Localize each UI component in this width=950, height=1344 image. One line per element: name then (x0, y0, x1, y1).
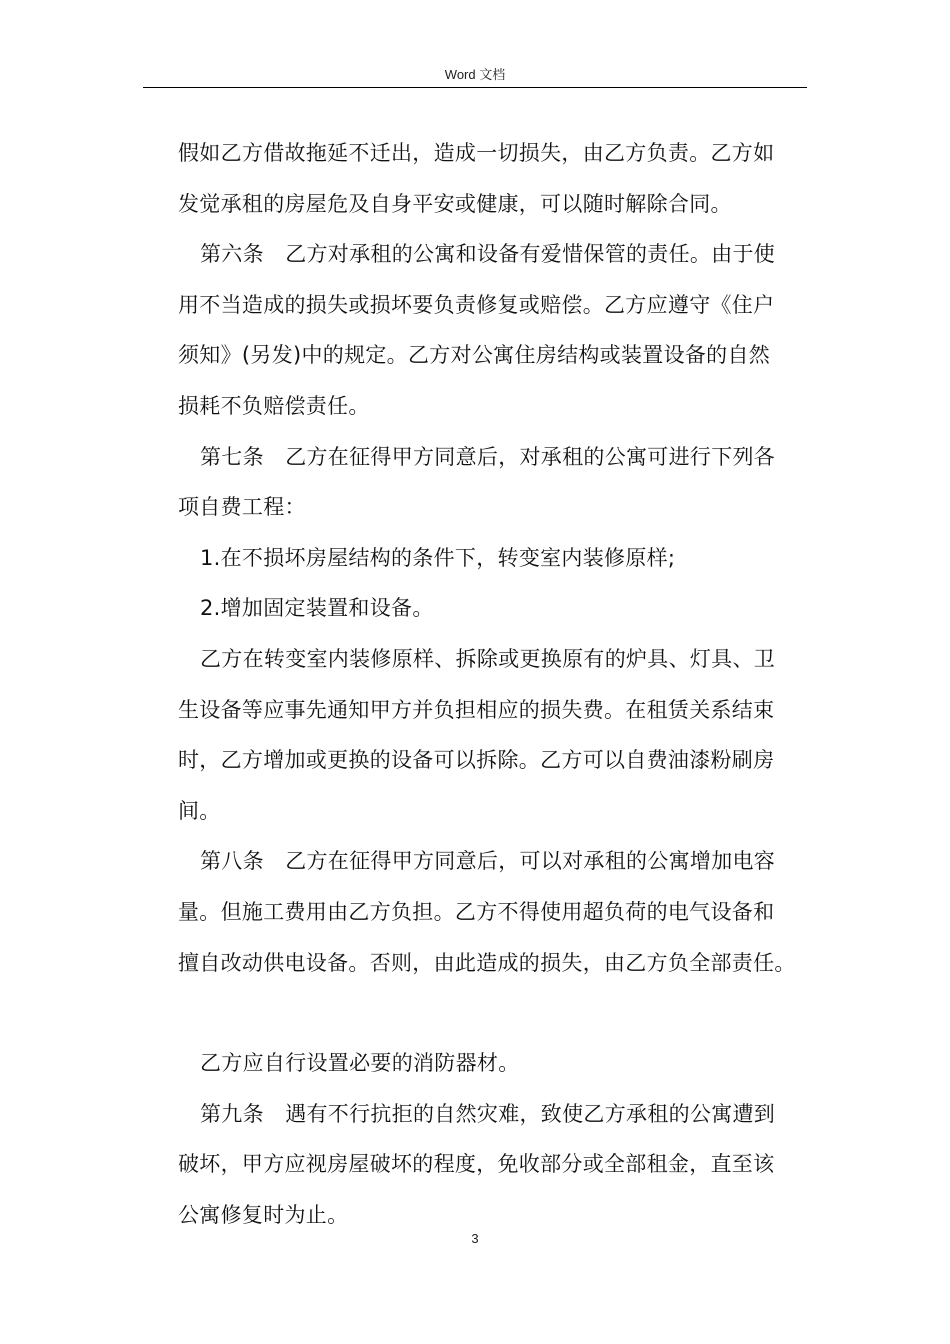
list-item: 2.增加固定装置和设备。 (200, 596, 434, 621)
paragraph-line: 第七条 乙方在征得甲方同意后，对承租的公寓可进行下列各 (200, 444, 776, 469)
paragraph-line: 第八条 乙方在征得甲方同意后，可以对承租的公寓增加电容 (200, 849, 776, 874)
paragraph-line: 发觉承租的房屋危及自身平安或健康，可以随时解除合同。 (178, 191, 732, 216)
document-body (178, 128, 818, 1240)
header-divider (143, 87, 807, 88)
paragraph-line: 间。 (178, 798, 221, 823)
list-item: 1.在不损坏房屋结构的条件下，转变室内装修原样; (200, 545, 676, 570)
paragraph-line: 第九条 遇有不行抗拒的自然灾难，致使乙方承租的公寓遭到 (200, 1101, 776, 1126)
paragraph-line: 第六条 乙方对承租的公寓和设备有爱惜保管的责任。由于使 (200, 242, 776, 267)
paragraph-line: 擅自改动供电设备。否则，由此造成的损失，由乙方负全部责任。 (178, 950, 796, 975)
paragraph-line: 量。但施工费用由乙方负担。乙方不得使用超负荷的电气设备和 (178, 899, 775, 924)
paragraph-line: 乙方应自行设置必要的消防器材。 (200, 1051, 520, 1076)
paragraph-line: 用不当造成的损失或损坏要负责修复或赔偿。乙方应遵守《住户 (178, 292, 775, 317)
paragraph-line: 须知》(另发)中的规定。乙方对公寓住房结构或装置设备的自然 (178, 343, 771, 368)
page-number: 3 (471, 1231, 479, 1246)
paragraph-spacer (178, 988, 818, 1038)
paragraph-line: 破坏，甲方应视房屋破坏的程度，免收部分或全部租金，直至该 (178, 1152, 775, 1177)
paragraph-line: 生设备等应事先通知甲方并负担相应的损失费。在租赁关系结束 (178, 697, 775, 722)
page-header-title: Word 文档 (444, 67, 506, 82)
paragraph-line: 损耗不负赔偿责任。 (178, 393, 370, 418)
paragraph-line: 公寓修复时为止。 (178, 1202, 349, 1227)
paragraph-line: 时，乙方增加或更换的设备可以拆除。乙方可以自费油漆粉刷房 (178, 748, 775, 773)
paragraph-line: 乙方在转变室内装修原样、拆除或更换原有的炉具、灯具、卫 (200, 646, 776, 671)
paragraph-line: 项自费工程： (178, 495, 306, 520)
paragraph-line: 假如乙方借故拖延不迁出，造成一切损失，由乙方负责。乙方如 (178, 141, 775, 165)
